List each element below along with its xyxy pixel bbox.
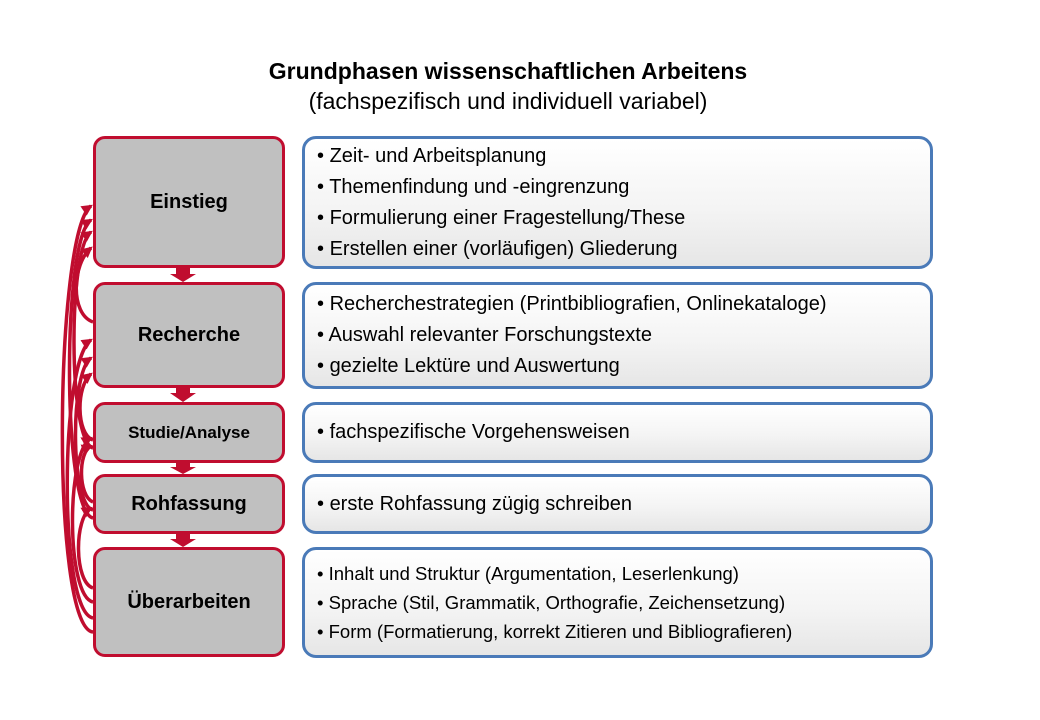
phase-einstieg	[93, 136, 285, 268]
detail-ueberarbeiten	[302, 547, 933, 658]
phase-recherche	[93, 282, 285, 388]
list-item: • Zeit- und Arbeitsplanung	[317, 141, 930, 172]
phase-label: Studie/Analyse	[128, 422, 250, 442]
list-item: • Sprache (Stil, Grammatik, Orthografie, Zeichensetzung)	[317, 588, 930, 617]
detail-studie-analyse	[302, 402, 933, 463]
detail-recherche	[302, 282, 933, 389]
list-item: • Auswahl relevanter Forschungstexte	[317, 320, 930, 351]
list-item: • Form (Formatierung, korrekt Zitieren und Bibliografieren)	[317, 617, 930, 646]
phase-studie-analyse	[93, 402, 285, 463]
arrow-ueberarbeiten-to-rohfassung	[78, 508, 93, 588]
list-item: • fachspezifische Vorgehensweisen	[317, 417, 930, 448]
detail-einstieg	[302, 136, 933, 269]
phase-label: Überarbeiten	[127, 590, 251, 613]
list-item: • erste Rohfassung zügig schreiben	[317, 489, 930, 520]
phase-label: Recherche	[137, 323, 241, 346]
list-item: • Themenfindung und -eingrenzung	[317, 172, 930, 203]
down-arrow-2	[170, 388, 196, 402]
phase-label: Einstieg	[150, 190, 228, 213]
diagram-title: Grundphasen wissenschaftlichen Arbeitens	[268, 58, 748, 84]
phase-label: Rohfassung	[131, 492, 247, 515]
list-item: • Recherchestrategien (Printbibliografien, Onlinekataloge)	[317, 289, 930, 320]
phase-ueberarbeiten	[93, 547, 285, 657]
list-item: • gezielte Lektüre und Auswertung	[317, 351, 930, 382]
down-arrow-4	[170, 534, 196, 547]
phase-rohfassung	[93, 474, 285, 534]
list-item: • Formulierung einer Fragestellung/These	[317, 203, 930, 234]
down-arrow-3	[170, 463, 196, 474]
list-item: • Inhalt und Struktur (Argumentation, Leserlenkung)	[317, 559, 930, 588]
detail-rohfassung	[302, 474, 933, 534]
diagram-subtitle: (fachspezifisch und individuell variabel)	[308, 88, 708, 114]
down-arrow-1	[170, 268, 196, 282]
list-item: • Erstellen einer (vorläufigen) Gliederung	[317, 234, 930, 265]
